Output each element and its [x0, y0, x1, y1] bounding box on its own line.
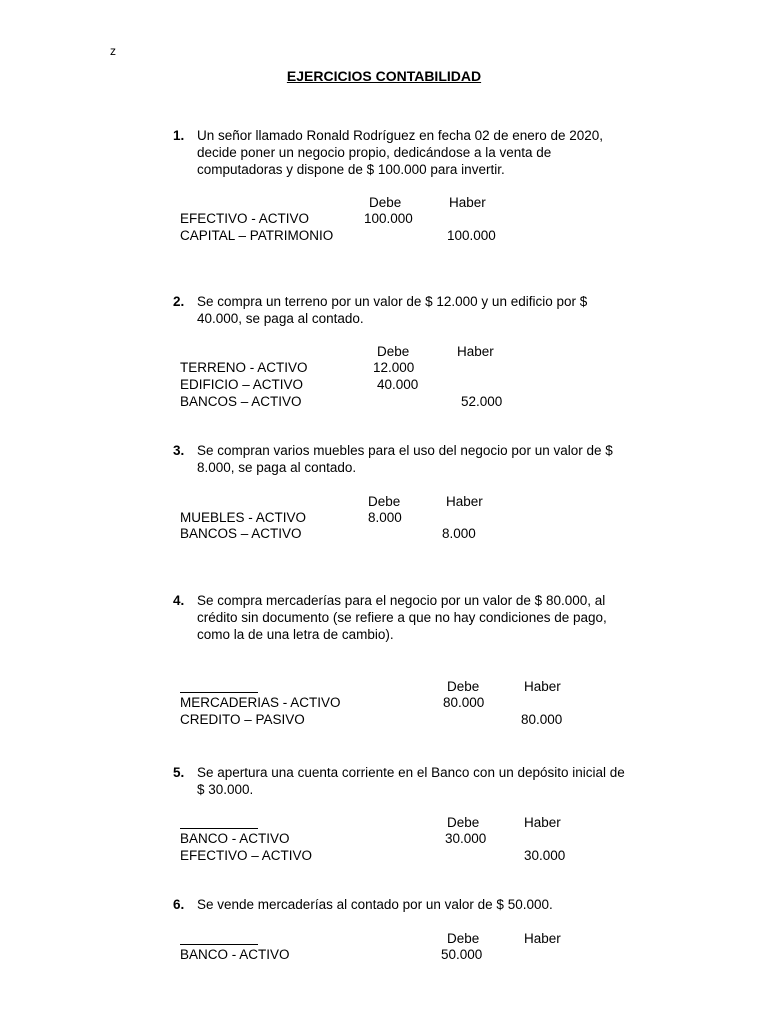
- exercise-4-line-1: Se compra mercaderías para el negocio por un valor de $ 80.000, al: [197, 593, 606, 608]
- exercise-4-entry-2-account: CREDITO – PASIVO: [180, 712, 305, 727]
- exercise-1-line-1: Un señor llamado Ronald Rodríguez en fecha 02 de enero de 2020,: [197, 128, 604, 143]
- exercise-5-entry-2-account: EFECTIVO – ACTIVO: [180, 848, 313, 863]
- exercise-2-entry-1-debe: 12.000: [373, 360, 415, 375]
- exercise-5-debe-header: Debe: [447, 815, 480, 830]
- page-title: EJERCICIOS CONTABILIDAD: [286, 68, 482, 84]
- exercise-4-line-2: crédito sin documento (se refiere a que no hay condiciones de pago,: [197, 610, 607, 625]
- exercise-6-number: 6.: [173, 897, 185, 912]
- exercise-6-entry-1-debe: 50.000: [441, 947, 483, 962]
- exercise-1-line-3: computadoras y dispone de $ 100.000 para invertir.: [197, 162, 505, 177]
- exercise-4-entry-2-haber: 80.000: [521, 712, 563, 727]
- exercise-6-debe-header: Debe: [447, 931, 480, 946]
- exercise-5-entry-1-account: BANCO - ACTIVO: [180, 831, 290, 846]
- exercise-2-haber-header: Haber: [457, 344, 494, 359]
- exercise-2-line-2: 40.000, se paga al contado.: [197, 311, 364, 326]
- exercise-3-entry-2-account: BANCOS – ACTIVO: [180, 526, 302, 541]
- exercise-1-haber-header: Haber: [449, 195, 486, 210]
- exercise-1-entry-2-account: CAPITAL – PATRIMONIO: [180, 228, 334, 243]
- corner-mark: z: [110, 44, 116, 58]
- exercise-5-haber-header: Haber: [524, 815, 561, 830]
- exercise-5-entry-2-haber: 30.000: [524, 848, 566, 863]
- exercise-3-entry-2-haber: 8.000: [442, 526, 476, 541]
- exercise-1-entry-1-account: EFECTIVO - ACTIVO: [180, 211, 310, 226]
- exercise-3-debe-header: Debe: [368, 494, 401, 509]
- exercise-5-line-1: Se apertura una cuenta corriente en el Banco con un depósito inicial de: [197, 765, 625, 780]
- exercise-4-number: 4.: [173, 593, 185, 608]
- exercise-3-haber-header: Haber: [446, 494, 483, 509]
- exercise-4-text: [197, 592, 657, 643]
- exercise-2-line-1: Se compra un terreno por un valor de $ 12.000 y un edificio por $: [197, 294, 588, 309]
- exercise-2-debe-header: Debe: [377, 344, 410, 359]
- exercise-6-text: [197, 896, 657, 913]
- exercise-3-number: 3.: [173, 443, 185, 458]
- exercise-2-entry-2-debe: 40.000: [377, 377, 419, 392]
- exercise-6-line-1: Se vende mercaderías al contado por un valor de $ 50.000.: [197, 897, 553, 912]
- exercise-3-line-1: Se compran varios muebles para el uso del negocio por un valor de $: [197, 443, 613, 458]
- exercise-3-line-2: 8.000, se paga al contado.: [197, 460, 357, 475]
- exercise-3-entry-1-account: MUEBLES - ACTIVO: [180, 510, 307, 525]
- exercise-5-blank-line: [180, 828, 258, 829]
- exercise-2-entry-3-account: BANCOS – ACTIVO: [180, 394, 302, 409]
- exercise-3-entry-1-debe: 8.000: [368, 510, 402, 525]
- exercise-1-number: 1.: [173, 128, 185, 143]
- exercise-5-entry-1-debe: 30.000: [445, 831, 487, 846]
- exercise-1-entry-2-haber: 100.000: [447, 228, 496, 243]
- exercise-4-entry-1-debe: 80.000: [443, 695, 485, 710]
- exercise-1-debe-header: Debe: [369, 195, 402, 210]
- exercise-6-entry-1-account: BANCO - ACTIVO: [180, 947, 290, 962]
- exercise-4-haber-header: Haber: [524, 679, 561, 694]
- exercise-5-line-2: $ 30.000.: [197, 782, 254, 797]
- exercise-1-text: [197, 127, 657, 178]
- exercise-2-number: 2.: [173, 294, 185, 309]
- exercise-2-text: [197, 293, 657, 327]
- exercise-6-blank-line: [180, 944, 258, 945]
- exercise-3-text: [197, 442, 657, 476]
- exercise-1-entry-1-debe: 100.000: [364, 211, 413, 226]
- exercise-1-line-2: decide poner un negocio propio, dedicándose a la venta de: [197, 145, 552, 160]
- exercise-2-entry-3-haber: 52.000: [461, 394, 503, 409]
- exercise-5-number: 5.: [173, 765, 185, 780]
- exercise-4-blank-line: [180, 692, 258, 693]
- exercise-2-entry-2-account: EDIFICIO – ACTIVO: [180, 377, 304, 392]
- exercise-2-entry-1-account: TERRENO - ACTIVO: [180, 360, 308, 375]
- exercise-6-haber-header: Haber: [524, 931, 561, 946]
- exercise-4-debe-header: Debe: [447, 679, 480, 694]
- exercise-4-entry-1-account: MERCADERIAS - ACTIVO: [180, 695, 341, 710]
- exercise-5-text: [197, 764, 657, 798]
- exercise-4-line-3: como la de una letra de cambio).: [197, 627, 394, 642]
